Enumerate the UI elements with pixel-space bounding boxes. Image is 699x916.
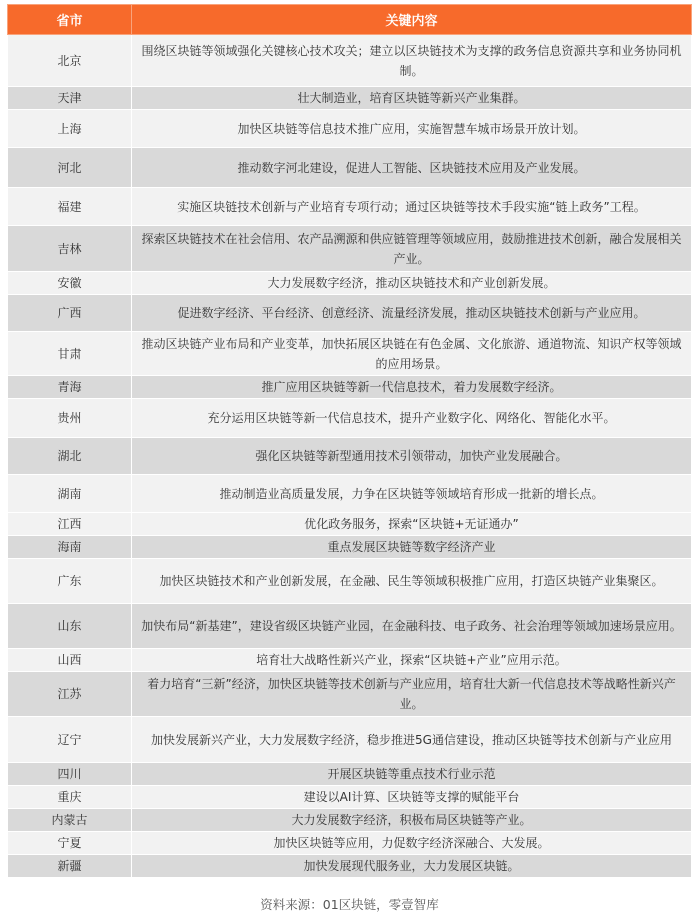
table-row [8, 110, 692, 148]
table-row [8, 332, 692, 376]
content-cell: 围绕区块链等领域强化关键核心技术攻关；建立以区块链技术为支撑的政务信息资源共享和业务协同机制。 [132, 35, 692, 87]
table-row [8, 376, 692, 399]
content-cell: 壮大制造业，培育区块链等新兴产业集群。 [132, 87, 692, 110]
province-cell: 重庆 [8, 786, 132, 809]
table-row [8, 855, 692, 878]
policy-table [7, 4, 692, 878]
province-cell: 贵州 [8, 399, 132, 438]
content-cell: 促进数字经济、平台经济、创意经济、流量经济发展，推动区块链技术创新与产业应用。 [132, 295, 692, 332]
table-row [8, 188, 692, 226]
table-row [8, 536, 692, 559]
content-cell: 推动数字河北建设，促进人工智能、区块链技术应用及产业发展。 [132, 148, 692, 188]
content-cell: 大力发展数字经济，积极布局区块链等产业。 [132, 809, 692, 832]
table-row [8, 513, 692, 536]
province-cell: 广东 [8, 559, 132, 604]
province-cell: 河北 [8, 148, 132, 188]
table-row [8, 717, 692, 763]
province-cell: 山东 [8, 604, 132, 649]
table-row [8, 475, 692, 513]
content-cell: 加快区块链等信息技术推广应用，实施智慧车城市场景开放计划。 [132, 110, 692, 148]
table-row [8, 148, 692, 188]
table-row [8, 763, 692, 786]
table-row [8, 832, 692, 855]
province-cell: 山西 [8, 649, 132, 672]
table-row [8, 399, 692, 438]
province-cell: 北京 [8, 35, 132, 87]
province-cell: 湖南 [8, 475, 132, 513]
content-cell: 推动区块链产业布局和产业变革，加快拓展区块链在有色金属、文化旅游、通道物流、知识产权等领域的应用场景。 [132, 332, 692, 376]
table-row [8, 226, 692, 272]
province-cell: 广西 [8, 295, 132, 332]
content-cell: 大力发展数字经济，推动区块链技术和产业创新发展。 [132, 272, 692, 295]
province-cell: 安徽 [8, 272, 132, 295]
content-cell: 重点发展区块链等数字经济产业 [132, 536, 692, 559]
table-row [8, 438, 692, 475]
table-row [8, 559, 692, 604]
content-cell: 加快区块链技术和产业创新发展，在金融、民生等领域积极推广应用，打造区块链产业集聚区。 [132, 559, 692, 604]
header-province: 省市 [8, 5, 132, 35]
header-row [8, 5, 692, 35]
province-cell: 江苏 [8, 672, 132, 717]
content-cell: 推动制造业高质量发展，力争在区块链等领域培育形成一批新的增长点。 [132, 475, 692, 513]
table-row [8, 87, 692, 110]
content-cell: 充分运用区块链等新一代信息技术，提升产业数字化、网络化、智能化水平。 [132, 399, 692, 438]
province-cell: 海南 [8, 536, 132, 559]
province-cell: 上海 [8, 110, 132, 148]
province-cell: 宁夏 [8, 832, 132, 855]
table-row [8, 35, 692, 87]
content-cell: 加快区块链等应用，力促数字经济深融合、大发展。 [132, 832, 692, 855]
content-cell: 加快发展现代服务业，大力发展区块链。 [132, 855, 692, 878]
province-cell: 青海 [8, 376, 132, 399]
table-row [8, 786, 692, 809]
province-cell: 湖北 [8, 438, 132, 475]
table-row [8, 272, 692, 295]
province-cell: 甘肃 [8, 332, 132, 376]
content-cell: 建设以AI计算、区块链等支撑的赋能平台 [132, 786, 692, 809]
header-content: 关键内容 [132, 5, 692, 35]
content-cell: 探索区块链技术在社会信用、农产品溯源和供应链管理等领域应用，鼓励推进技术创新，融合发展相关产业。 [132, 226, 692, 272]
content-cell: 培育壮大战略性新兴产业，探索“区块链+产业”应用示范。 [132, 649, 692, 672]
province-cell: 福建 [8, 188, 132, 226]
province-cell: 天津 [8, 87, 132, 110]
table-body [8, 35, 692, 878]
content-cell: 实施区块链技术创新与产业培育专项行动；通过区块链等技术手段实施“链上政务”工程。 [132, 188, 692, 226]
province-cell: 内蒙古 [8, 809, 132, 832]
content-cell: 着力培育“三新”经济，加快区块链等技术创新与产业应用，培育壮大新一代信息技术等战略性新兴产业。 [132, 672, 692, 717]
table-row [8, 604, 692, 649]
content-cell: 加快布局“新基建”，建设省级区块链产业园，在金融科技、电子政务、社会治理等领域加速场景应用。 [132, 604, 692, 649]
content-cell: 加快发展新兴产业，大力发展数字经济，稳步推进5G通信建设，推动区块链等技术创新与产业应用 [132, 717, 692, 763]
province-cell: 四川 [8, 763, 132, 786]
province-cell: 吉林 [8, 226, 132, 272]
content-cell: 强化区块链等新型通用技术引领带动，加快产业发展融合。 [132, 438, 692, 475]
content-cell: 推广应用区块链等新一代信息技术，着力发展数字经济。 [132, 376, 692, 399]
table-header [8, 5, 692, 35]
table-row [8, 672, 692, 717]
table-row [8, 295, 692, 332]
content-cell: 优化政务服务，探索“区块链+无证通办” [132, 513, 692, 536]
province-cell: 江西 [8, 513, 132, 536]
source-caption: 资料来源：01区块链，零壹智库 [260, 897, 439, 912]
province-cell: 辽宁 [8, 717, 132, 763]
province-cell: 新疆 [8, 855, 132, 878]
table-row [8, 649, 692, 672]
table-row [8, 809, 692, 832]
content-cell: 开展区块链等重点技术行业示范 [132, 763, 692, 786]
